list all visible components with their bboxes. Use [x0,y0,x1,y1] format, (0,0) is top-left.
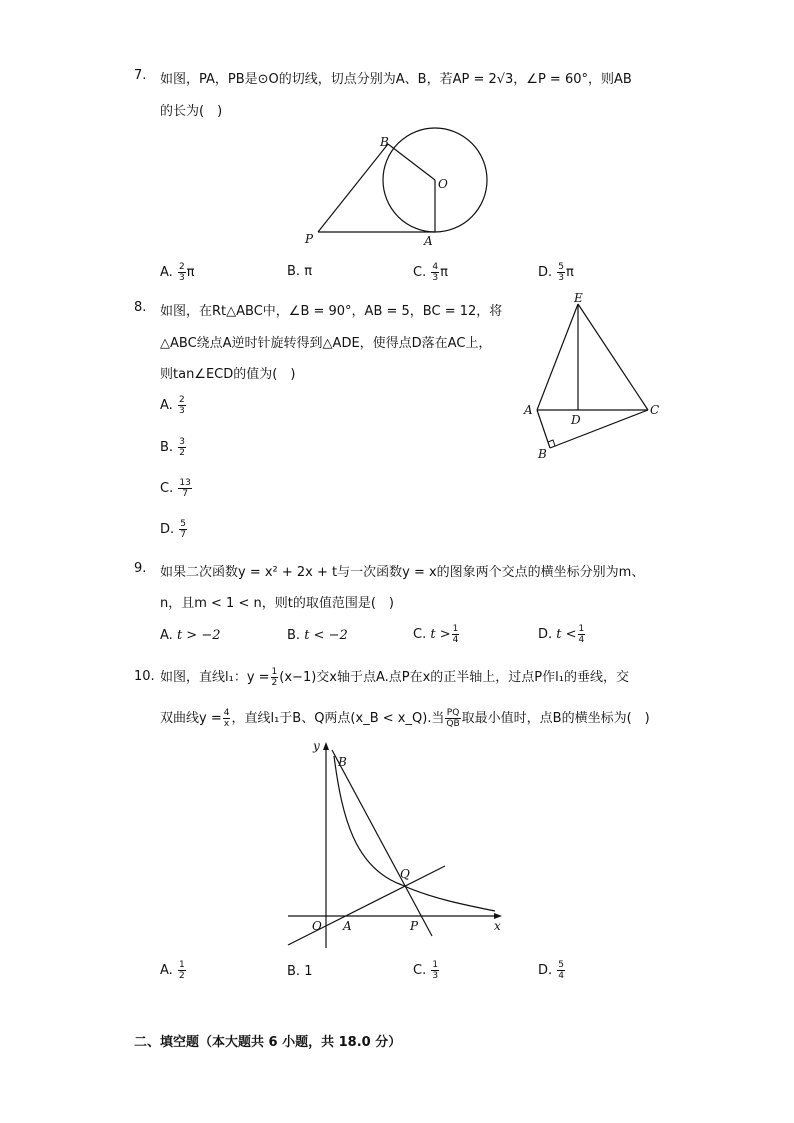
q10-label-O: O [312,919,322,933]
q10-stem-line1: 如图，直线l₁：y = $\frac{1}{2}$ (x−1)交x轴于点A.点P在x的正半轴上，过点P作l₁的垂线，交 [160,667,629,688]
q8-option-c[interactable]: C. $\frac{13}{7}$ [160,478,191,499]
q10-hyperbola [334,756,495,911]
section-2-heading: 二、填空题（本大题共 6 小题，共 18.0 分） [134,1035,402,1050]
q9-option-d[interactable]: D. t < $\frac{1}{4}$ [538,624,585,645]
q7-option-a[interactable]: A. $\frac{2}{3}$ π [160,262,195,283]
q8-stem-line1: 如图，在Rt△ABC中，∠B = 90°，AB = 5，BC = 12，将 [160,304,503,319]
q7-line-OB [388,144,435,180]
q10-label-A: A [343,919,352,933]
q7-label-B: B [380,135,389,149]
q10-line-BP [332,750,432,936]
q8-label-D: D [571,413,581,427]
q10-number: 10. [134,669,155,684]
q10-label-x: x [494,919,501,933]
q8-figure [520,290,670,462]
q8-line-AE [537,304,578,410]
q8-option-d[interactable]: D. $\frac{5}{7}$ [160,519,187,540]
q8-label-B: B [538,447,547,461]
q10-option-d[interactable]: D. $\frac{5}{4}$ [538,960,565,981]
q9-number: 9. [134,561,147,576]
q7-stem-line2: 的长为( ) [160,104,223,119]
q10-option-c[interactable]: C. $\frac{1}{3}$ [413,960,439,981]
q10-option-a[interactable]: A. $\frac{1}{2}$ [160,960,185,981]
q8-stem-line3: 则tan∠ECD的值为( ) [160,367,296,382]
q7-number: 7. [134,68,147,83]
q7-label-P: P [305,232,314,246]
q8-label-A: A [524,403,533,417]
q9-option-c[interactable]: C. t > $\frac{1}{4}$ [413,624,459,645]
q9-option-b[interactable]: B. t < −2 [287,628,348,643]
q9-stem-line2: n，且m < 1 < n，则t的取值范围是( ) [160,596,394,611]
q7-option-b[interactable]: B. π [287,264,313,279]
q8-stem-line2: △ABC绕点A逆时针旋转得到△ADE，使得点D落在AC上， [160,336,492,351]
q10-label-P: P [410,919,419,933]
q8-label-C: C [650,403,660,417]
q7-option-c[interactable]: C. $\frac{4}{3}$ π [413,262,448,283]
q10-line-l1 [288,866,445,945]
q8-line-AB [537,410,550,448]
q8-line-EC [578,304,648,410]
q8-option-a[interactable]: A. $\frac{2}{3}$ [160,395,185,416]
q10-label-y: y [313,739,320,753]
q7-stem-line1: 如图，PA，PB是⊙O的切线，切点分别为A、B，若AP = 2√3，∠P = 60°，则AB [160,72,632,87]
q9-stem-line1: 如果二次函数y = x² + 2x + t与一次函数y = x的图象两个交点的横坐标分别为m、 [160,565,645,580]
q9-option-a[interactable]: A. t > −2 [160,628,221,643]
q8-label-E: E [574,291,583,305]
q7-label-A: A [424,234,433,248]
q7-option-d[interactable]: D. $\frac{5}{3}$ π [538,262,574,283]
q10-stem-line2: 双曲线y = $\frac{4}{x}$ ，直线l₁于B、Q两点(x_B < x_Q).当 $\frac{PQ}{QB}$ 取最小值时，点B的横坐标为( ) [160,708,650,729]
q8-number: 8. [134,300,147,315]
q10-label-B: B [338,755,347,769]
q7-figure [300,122,500,250]
q10-label-Q: Q [400,867,410,881]
q10-y-arrow [323,742,329,750]
q10-figure [280,738,510,953]
q7-label-O: O [438,177,448,191]
q10-option-b[interactable]: B. 1 [287,964,313,979]
q7-line-PB [318,144,388,232]
q8-option-b[interactable]: B. $\frac{3}{2}$ [160,437,185,458]
q8-line-BC [550,410,648,448]
